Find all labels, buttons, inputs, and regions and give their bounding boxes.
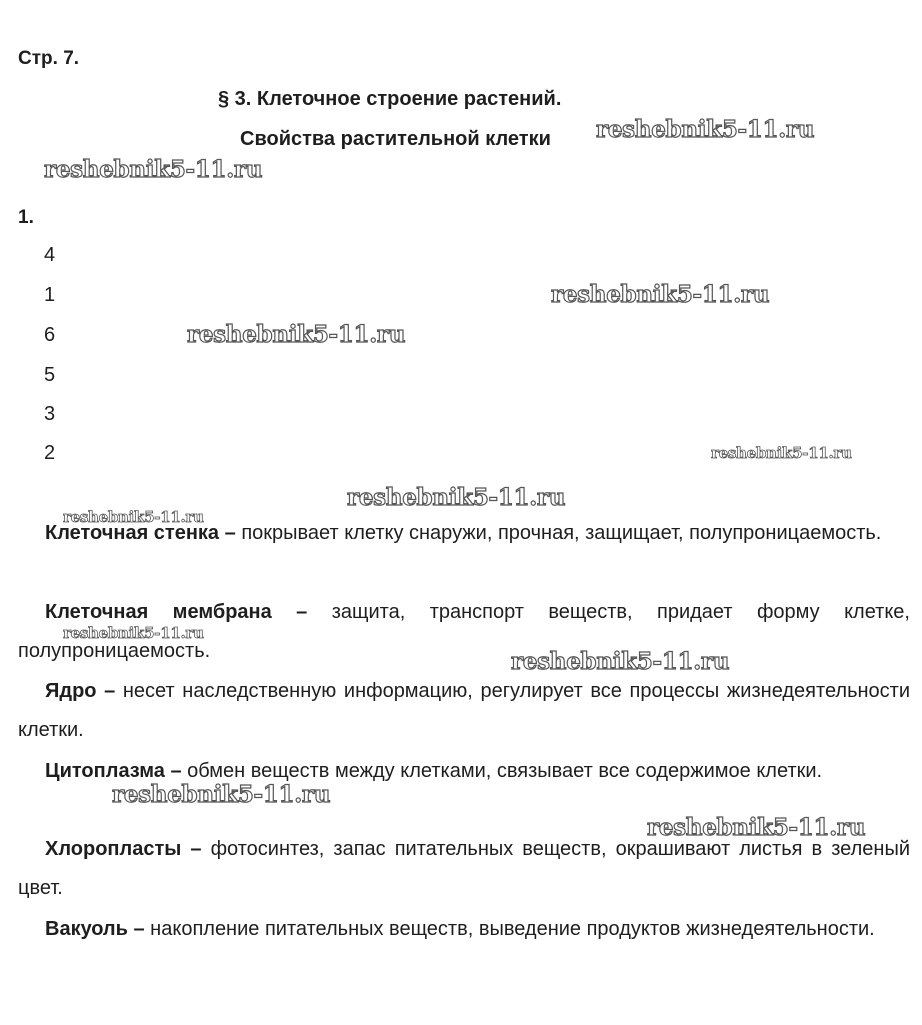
definition-separator: – bbox=[219, 522, 242, 544]
definition-term: Хлоропласты bbox=[45, 838, 182, 860]
watermark: reshebnik5-11.ru bbox=[44, 156, 263, 183]
watermark: reshebnik5-11.ru bbox=[551, 281, 770, 308]
section-subtitle: Свойства растительной клетки bbox=[240, 128, 551, 150]
watermark: reshebnik5-11.ru bbox=[347, 484, 566, 511]
definition-term: Цитоплазма bbox=[45, 760, 165, 782]
task-number: 1. bbox=[18, 207, 34, 228]
definition-separator: – bbox=[181, 838, 211, 860]
definition-text: накопление питательных веществ, выведение продуктов жизнедеятельности. bbox=[150, 918, 875, 940]
definition-text: защита, транспорт веществ, придает форму клетке, полупроницаемость. bbox=[18, 601, 910, 662]
definition-separator: – bbox=[127, 918, 151, 940]
definition-term: Клеточная мембрана bbox=[45, 601, 272, 623]
watermark: reshebnik5-11.ru bbox=[511, 648, 730, 675]
answer-item: 2 bbox=[44, 442, 56, 464]
answer-item: 4 bbox=[44, 244, 56, 266]
watermark: reshebnik5-11.ru bbox=[711, 444, 852, 462]
page-label: Стр. 7. bbox=[18, 48, 80, 69]
definition-separator: – bbox=[271, 601, 332, 623]
watermark: reshebnik5-11.ru bbox=[187, 321, 406, 348]
answer-item: 3 bbox=[44, 403, 56, 425]
watermark: reshebnik5-11.ru bbox=[63, 624, 204, 642]
definition-text: несет наследственную информацию, регулирует все процессы жизнедеятельности клетки. bbox=[18, 680, 910, 741]
watermark: reshebnik5-11.ru bbox=[112, 781, 331, 808]
definition-paragraph bbox=[18, 830, 910, 908]
watermark: reshebnik5-11.ru bbox=[63, 508, 204, 526]
definition-term: Клеточная стенка bbox=[45, 522, 220, 544]
definition-paragraph bbox=[18, 672, 910, 750]
answer-item: 1 bbox=[44, 284, 56, 306]
answer-item: 6 bbox=[44, 324, 56, 346]
watermark: reshebnik5-11.ru bbox=[647, 814, 866, 841]
section-title: § 3. Клеточное строение растений. bbox=[218, 88, 562, 110]
definition-term: Ядро bbox=[45, 680, 97, 702]
definition-term: Вакуоль bbox=[45, 918, 128, 940]
definition-text: покрывает клетку снаружи, прочная, защищает, полупроницаемость. bbox=[241, 522, 882, 544]
watermark: reshebnik5-11.ru bbox=[596, 116, 815, 143]
definition-separator: – bbox=[96, 680, 123, 702]
definition-paragraph bbox=[18, 910, 910, 949]
definition-text: обмен веществ между клетками, связывает все содержимое клетки. bbox=[187, 760, 823, 782]
definition-text: фотосинтез, запас питательных веществ, окрашивают листья в зеленый цвет. bbox=[18, 838, 910, 899]
definition-separator: – bbox=[164, 760, 188, 782]
answer-item: 5 bbox=[44, 364, 56, 386]
